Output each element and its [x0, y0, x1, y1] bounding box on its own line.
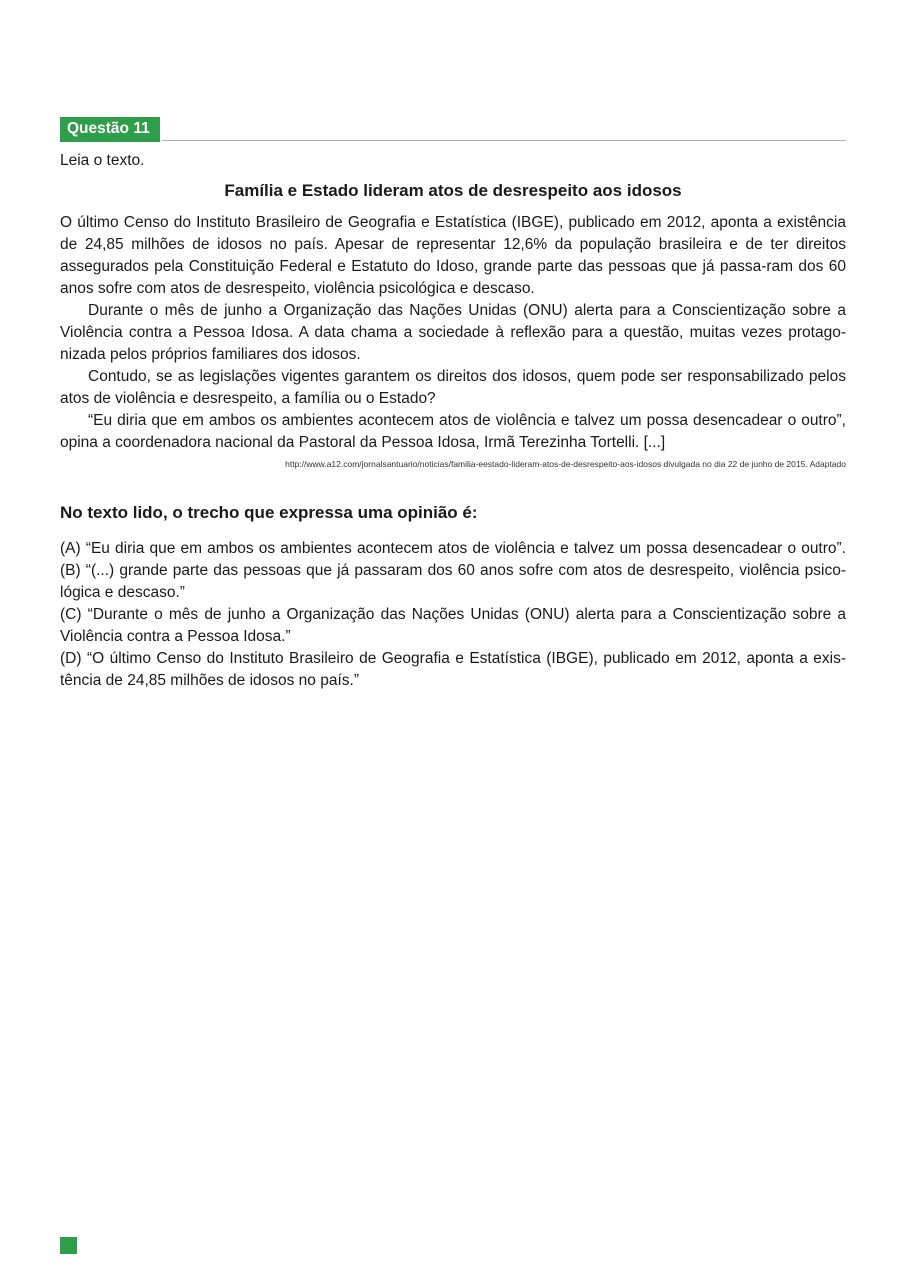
option-d: (D) “O último Censo do Instituto Brasileiro de Geografia e Estatística (IBGE), publicado em 2012, aponta a exis-tência de 24,85 milhões de idosos no país.” [60, 649, 846, 689]
option-c: (C) “Durante o mês de junho a Organização das Nações Unidas (ONU) alerta para a Conscientização sobre a Violência contra a Pessoa Idosa.” [60, 605, 846, 645]
article-title: Família e Estado lideram atos de desrespeito aos idosos [224, 180, 682, 200]
question-prompt: No texto lido, o trecho que expressa uma opinião é: [60, 502, 478, 522]
question-number-badge: Questão 11 [60, 117, 160, 142]
page-content [60, 117, 846, 692]
article-paragraph-4: “Eu diria que em ambos os ambientes acontecem atos de violência e talvez um possa desencadear o outro”, opina a coordenadora nacional da Pastoral da Pessoa Idosa, Irmã Terezinha Tortelli. [...] [60, 411, 846, 451]
article-paragraph-3: Contudo, se as legislações vigentes garantem os direitos dos idosos, quem pode ser responsabilizado pelos atos de violência e desrespeito, a família ou o Estado? [60, 367, 846, 407]
source-citation: http://www.a12.com/jornalsantuario/noticias/familia-eestado-lideram-atos-de-desrespeito-aos-idosos divulgada no dia 22 de junho de 2015. Adaptado [285, 458, 846, 469]
question-header [60, 117, 846, 142]
page-footer-mark [60, 1237, 77, 1254]
lead-instruction: Leia o texto. [60, 151, 145, 169]
article-paragraph-2: Durante o mês de junho a Organização das Nações Unidas (ONU) alerta para a Conscientização sobre a Violência contra a Pessoa Idosa. A data chama a sociedade à reflexão para a questão, muitas vezes protago-nizada pelos próprios familiares dos idosos. [60, 301, 846, 363]
header-rule [162, 140, 846, 141]
option-a-b: (A) “Eu diria que em ambos os ambientes acontecem atos de violência e talvez um possa desencadear o outro”. (B) “(...) grande parte das pessoas que já passaram dos 60 anos sofre com atos de desrespeito, violência psico- lógica e descaso.” [60, 539, 846, 601]
article-paragraph-1: O último Censo do Instituto Brasileiro de Geografia e Estatística (IBGE), publicado em 2012, aponta a existência de 24,85 milhões de idosos no país. Apesar de representar 12,6% da população brasileira e de ter direitos assegurados pela Constituição Federal e Estatuto do Idoso, grande parte das pessoas que já passa-ram dos 60 anos sofre com atos de desrespeito, violência psicológica e descaso. [60, 213, 846, 297]
